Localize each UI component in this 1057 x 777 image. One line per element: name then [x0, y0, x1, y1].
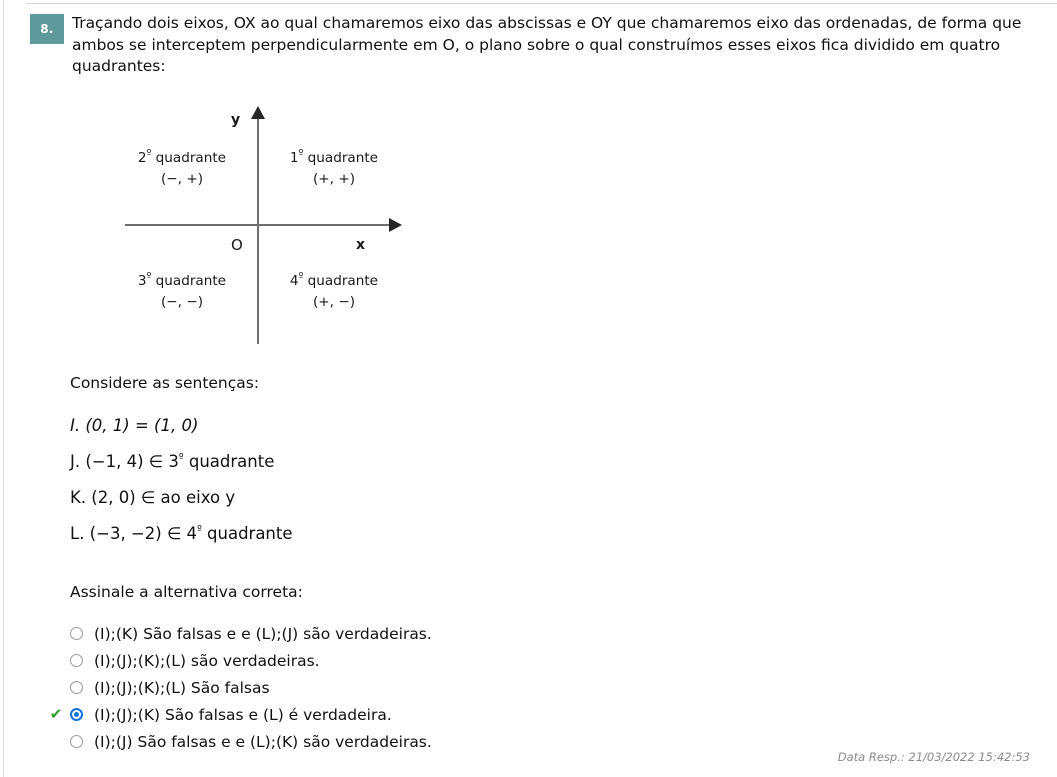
quadrant-1-signs: (+, +): [312, 171, 356, 187]
option-radio-1[interactable]: [70, 627, 83, 640]
question-statement: Traçando dois eixos, OX ao qual chamaremos eixo das abscissas e OY que chamaremos eixo das ordenadas, de forma que ambos se interceptem perpendicularmente em O, o plano sobre o qual construímos esses eixos fica dividido em quatro quadrantes:: [72, 14, 1022, 75]
option-row-4[interactable]: [42, 701, 942, 728]
option-radio-5[interactable]: [70, 735, 83, 748]
quadrant-2-signs: (−, +): [160, 171, 204, 187]
quadrant-4-signs: (+, −): [312, 294, 356, 310]
option-label-2: (I);(J);(K);(L) são verdadeiras.: [94, 651, 320, 670]
option-radio-2[interactable]: [70, 654, 83, 667]
quadrant-4-title: $4^º$ quadrante: [289, 271, 379, 289]
x-axis-line: [125, 224, 393, 226]
sentence-item-I: I. (0, 1) = (1, 0): [70, 416, 199, 435]
y-axis-line: [257, 117, 259, 344]
sentence-item-L: L. (−3, −2) ∈ $4^º$ quadrante: [70, 524, 293, 543]
option-row-1[interactable]: [42, 620, 942, 647]
origin-label: O: [231, 236, 243, 254]
options-list: [42, 620, 942, 755]
option-label-1: (I);(K) São falsas e e (L);(J) são verdadeiras.: [94, 624, 432, 643]
x-axis-label: x: [356, 237, 366, 253]
quadrant-1-label: [268, 148, 400, 190]
answer-heading: Assinale a alternativa correta:: [70, 583, 303, 601]
option-label-5: (I);(J) São falsas e e (L);(K) são verdadeiras.: [94, 732, 432, 751]
page-top-rule: [26, 3, 1057, 4]
consider-heading: Considere as sentenças:: [70, 374, 260, 392]
quadrant-2-label: [116, 148, 248, 190]
coordinate-plane-figure: [110, 104, 410, 344]
option-row-2[interactable]: [42, 647, 942, 674]
quadrant-3-signs: (−, −): [160, 294, 204, 310]
option-row-3[interactable]: [42, 674, 942, 701]
y-axis-label: y: [231, 112, 241, 128]
page-left-rule: [3, 0, 4, 777]
option-radio-3[interactable]: [70, 681, 83, 694]
quadrant-1-title: $1^º$ quadrante: [289, 148, 379, 166]
correct-answer-check-icon-4: ✔: [49, 705, 63, 723]
option-label-4: (I);(J);(K) São falsas e (L) é verdadeira.: [94, 705, 392, 724]
quadrant-3-label: [116, 271, 248, 313]
sentence-item-K: K. (2, 0) ∈ ao eixo y: [70, 488, 236, 507]
quadrant-2-title: $2^º$ quadrante: [137, 148, 227, 166]
option-row-5[interactable]: [42, 728, 942, 755]
sentences-list: [70, 408, 710, 552]
sentence-item-J: J. (−1, 4) ∈ $3^º$ quadrante: [70, 452, 275, 471]
quadrant-4-label: [268, 271, 400, 313]
question-number-badge: 8.: [30, 14, 64, 44]
quadrant-3-title: $3^º$ quadrante: [137, 271, 227, 289]
y-axis-arrow-icon: [251, 106, 265, 119]
response-date-stamp: Data Resp.: 21/03/2022 15:42:53: [837, 750, 1030, 764]
option-radio-4[interactable]: [70, 708, 83, 721]
option-label-3: (I);(J);(K);(L) São falsas: [94, 678, 270, 697]
x-axis-arrow-icon: [389, 218, 402, 232]
